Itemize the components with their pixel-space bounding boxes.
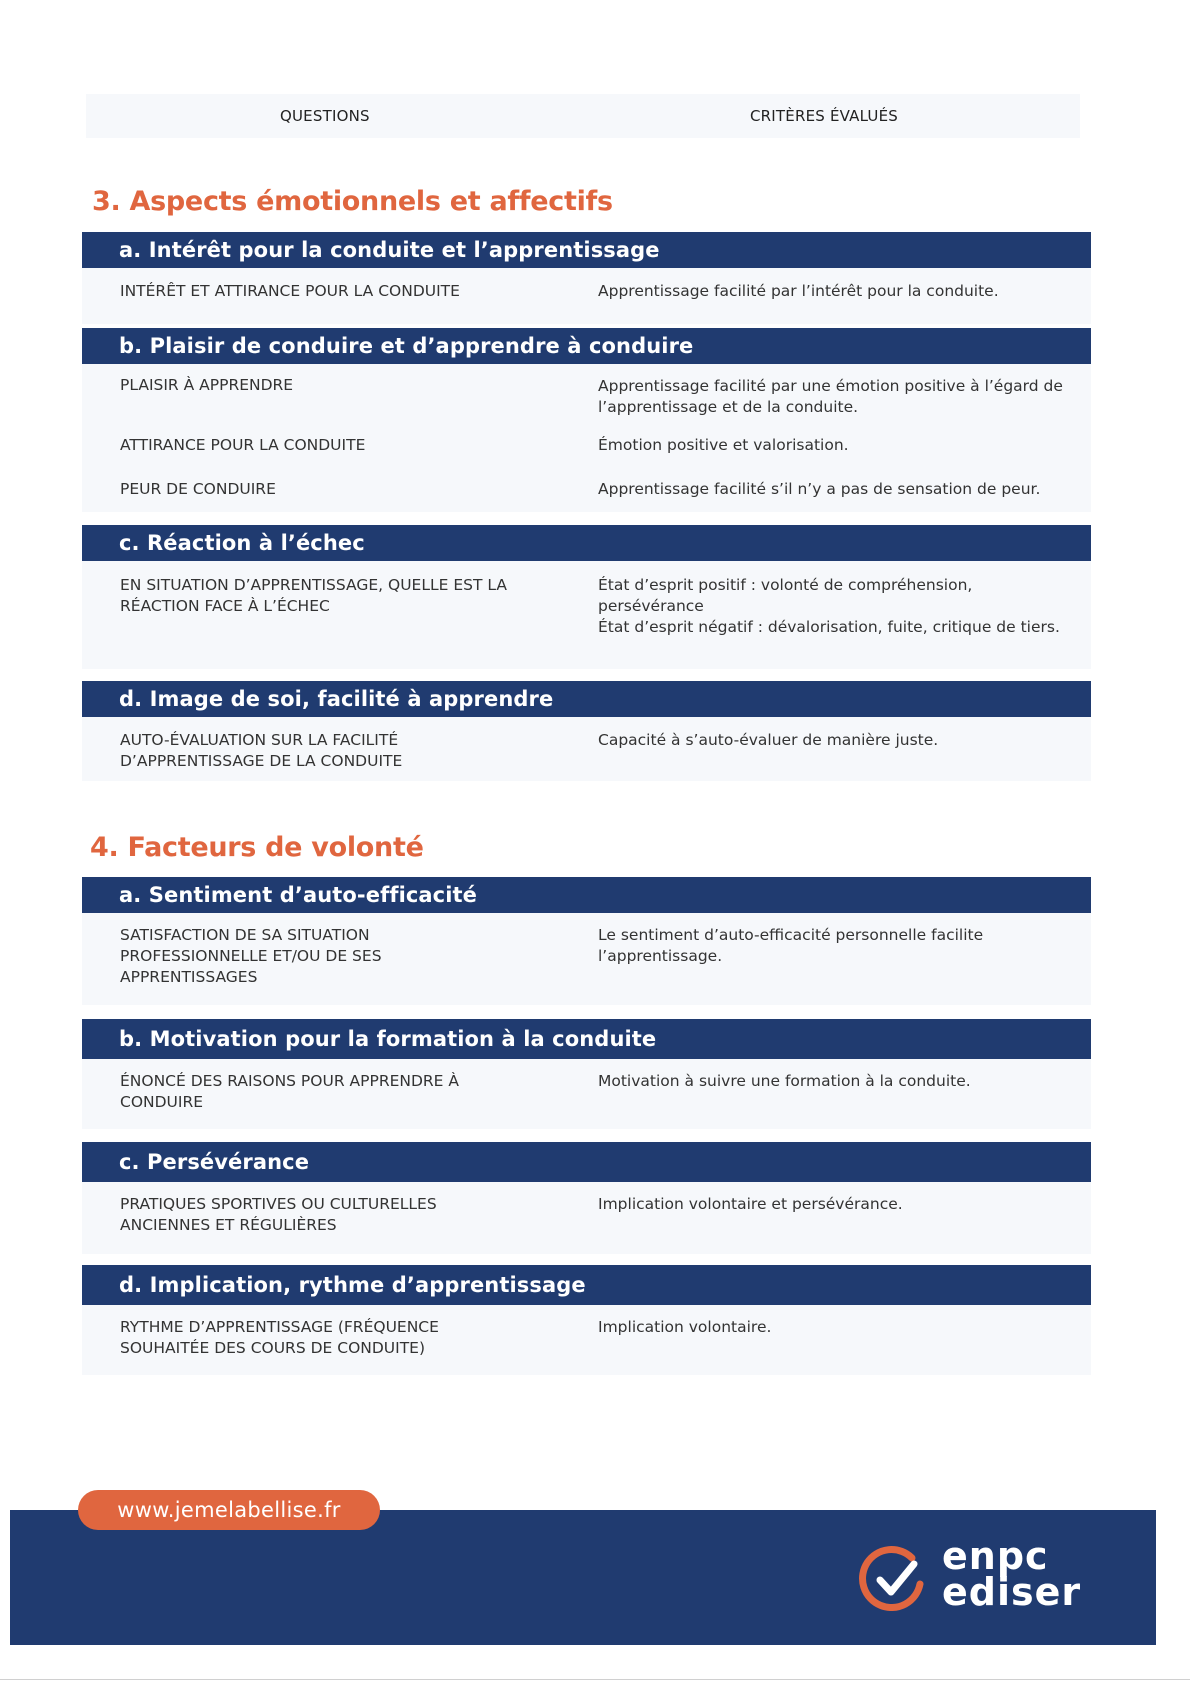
section-4-title: 4. Facteurs de volonté [90,832,424,863]
column-questions: QUESTIONS [280,107,370,125]
criteria-4b-1: Motivation à suivre une formation à la conduite. [598,1072,971,1090]
criteria-3b-2: Émotion positive et valorisation. [598,436,849,454]
check-circle-icon [856,1544,930,1618]
question-4d-1: RYTHME D’APPRENTISSAGE (FRÉQUENCE SOUHAITÉE DES COURS DE CONDUITE) [120,1318,439,1357]
section-3-title: 3. Aspects émotionnels et affectifs [92,186,613,217]
question-3b-3: PEUR DE CONDUIRE [120,480,276,498]
website-link[interactable]: www.jemelabellise.fr [78,1490,380,1530]
subsection-4d-heading: d. Implication, rythme d’apprentissage [82,1265,1091,1305]
question-3c-1: EN SITUATION D’APPRENTISSAGE, QUELLE EST LA RÉACTION FACE À L’ÉCHEC [120,576,507,615]
criteria-4d-1: Implication volontaire. [598,1318,772,1336]
criteria-3b-3: Apprentissage facilité s’il n’y a pas de sensation de peur. [598,480,1041,498]
question-3d-1: AUTO-ÉVALUATION SUR LA FACILITÉ D’APPRENTISSAGE DE LA CONDUITE [120,731,403,770]
question-3a-1: INTÉRÊT ET ATTIRANCE POUR LA CONDUITE [120,282,460,300]
subsection-3b-heading: b. Plaisir de conduire et d’apprendre à conduire [82,328,1091,364]
question-3b-1: PLAISIR À APPRENDRE [120,376,294,394]
question-4b-1: ÉNONCÉ DES RAISONS POUR APPRENDRE À CONDUIRE [120,1072,460,1111]
logo-line-1: enpc [942,1534,1049,1578]
criteria-4c-1: Implication volontaire et persévérance. [598,1195,903,1213]
logo-text [942,1534,1082,1614]
bottom-rule [0,1679,1190,1680]
question-4c-1: PRATIQUES SPORTIVES OU CULTURELLES ANCIENNES ET RÉGULIÈRES [120,1195,437,1234]
criteria-4a-1: Le sentiment d’auto-efficacité personnelle facilite l’apprentissage. [598,926,984,965]
subsection-3a-heading: a. Intérêt pour la conduite et l’apprentissage [82,232,1091,268]
criteria-3c-1a: État d’esprit positif : volonté de compréhension, persévérance [598,576,973,615]
criteria-3a-1: Apprentissage facilité par l’intérêt pour la conduite. [598,282,999,300]
criteria-3c-1b: État d’esprit négatif : dévalorisation, fuite, critique de tiers. [598,618,1060,636]
subsection-4b-heading: b. Motivation pour la formation à la conduite [82,1019,1091,1059]
subsection-3d-heading: d. Image de soi, facilité à apprendre [82,681,1091,717]
logo-line-2: ediser [942,1570,1082,1614]
enpc-ediser-logo [856,1534,1096,1622]
subsection-4a-heading: a. Sentiment d’auto-efficacité [82,877,1091,913]
question-4a-1: SATISFACTION DE SA SITUATION PROFESSIONNELLE ET/OU DE SES APPRENTISSAGES [120,926,382,986]
question-3b-2: ATTIRANCE POUR LA CONDUITE [120,436,366,454]
criteria-3d-1: Capacité à s’auto-évaluer de manière juste. [598,731,939,749]
column-criteria: CRITÈRES ÉVALUÉS [750,107,898,125]
subsection-3c-heading: c. Réaction à l’échec [82,525,1091,561]
subsection-4c-heading: c. Persévérance [82,1142,1091,1182]
column-header [86,94,1080,138]
criteria-3b-1: Apprentissage facilité par une émotion positive à l’égard de l’apprentissage et de la conduite. [598,377,1063,416]
